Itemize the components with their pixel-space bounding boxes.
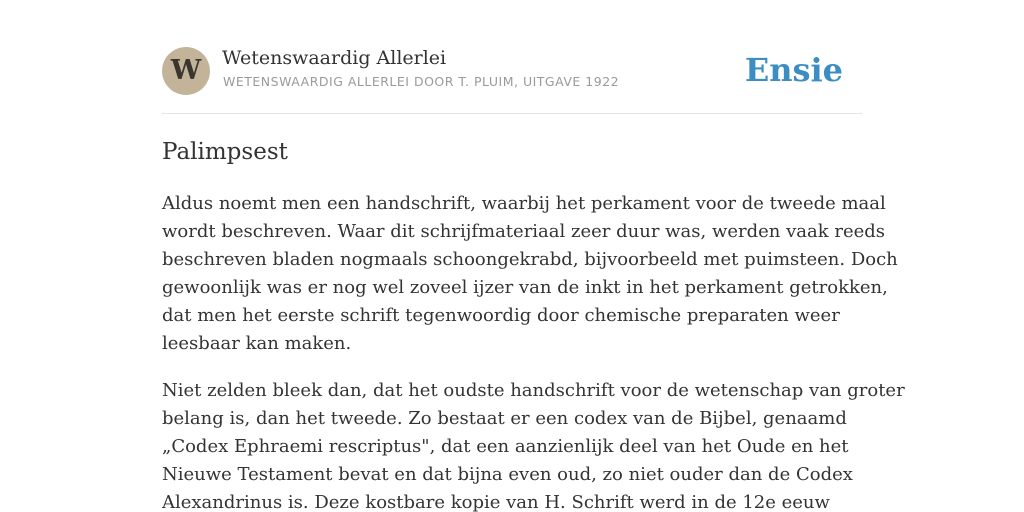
paragraph-1	[162, 190, 898, 358]
text-line: Aldus noemt men een handschrift, waarbij het perkament voor de tweede maal	[162, 193, 886, 214]
header	[162, 46, 862, 114]
text-line: gewoonlijk was er nog wel zoveel ijzer van de inkt in het perkament getrokken,	[162, 277, 888, 298]
book-avatar[interactable]: W	[162, 47, 210, 95]
paragraph-2	[162, 377, 905, 512]
book-subtitle: WETENSWAARDIG ALLERLEI DOOR T. PLUIM, UITGAVE 1922	[223, 74, 620, 89]
text-line: belang is, dan het tweede. Zo bestaat er een codex van de Bijbel, genaamd	[162, 408, 847, 429]
article-body	[162, 190, 905, 512]
entry-title: Palimpsest	[162, 139, 288, 165]
text-line: Alexandrinus is. Deze kostbare kopie van H. Schrift werd in de 12e eeuw	[162, 492, 830, 512]
text-line: beschreven bladen nogmaals schoongekrabd, bijvoorbeeld met puimsteen. Doch	[162, 249, 898, 270]
text-line: wordt beschreven. Waar dit schrijfmateriaal zeer duur was, werden vaak reeds	[162, 221, 886, 242]
text-line: leesbaar kan maken.	[162, 333, 352, 354]
text-line: Nieuwe Testament bevat en dat bijna even oud, zo niet ouder dan de Codex	[162, 464, 853, 485]
ensie-logo-link[interactable]: Ensie	[744, 51, 843, 89]
text-line: Niet zelden bleek dan, dat het oudste handschrift voor de wetenschap van groter	[162, 380, 905, 401]
book-title[interactable]: Wetenswaardig Allerlei	[222, 47, 447, 69]
text-line: „Codex Ephraemi rescriptus", dat een aanzienlijk deel van het Oude en het	[162, 436, 849, 457]
text-line: dat men het eerste schrift tegenwoordig door chemische preparaten weer	[162, 305, 840, 326]
